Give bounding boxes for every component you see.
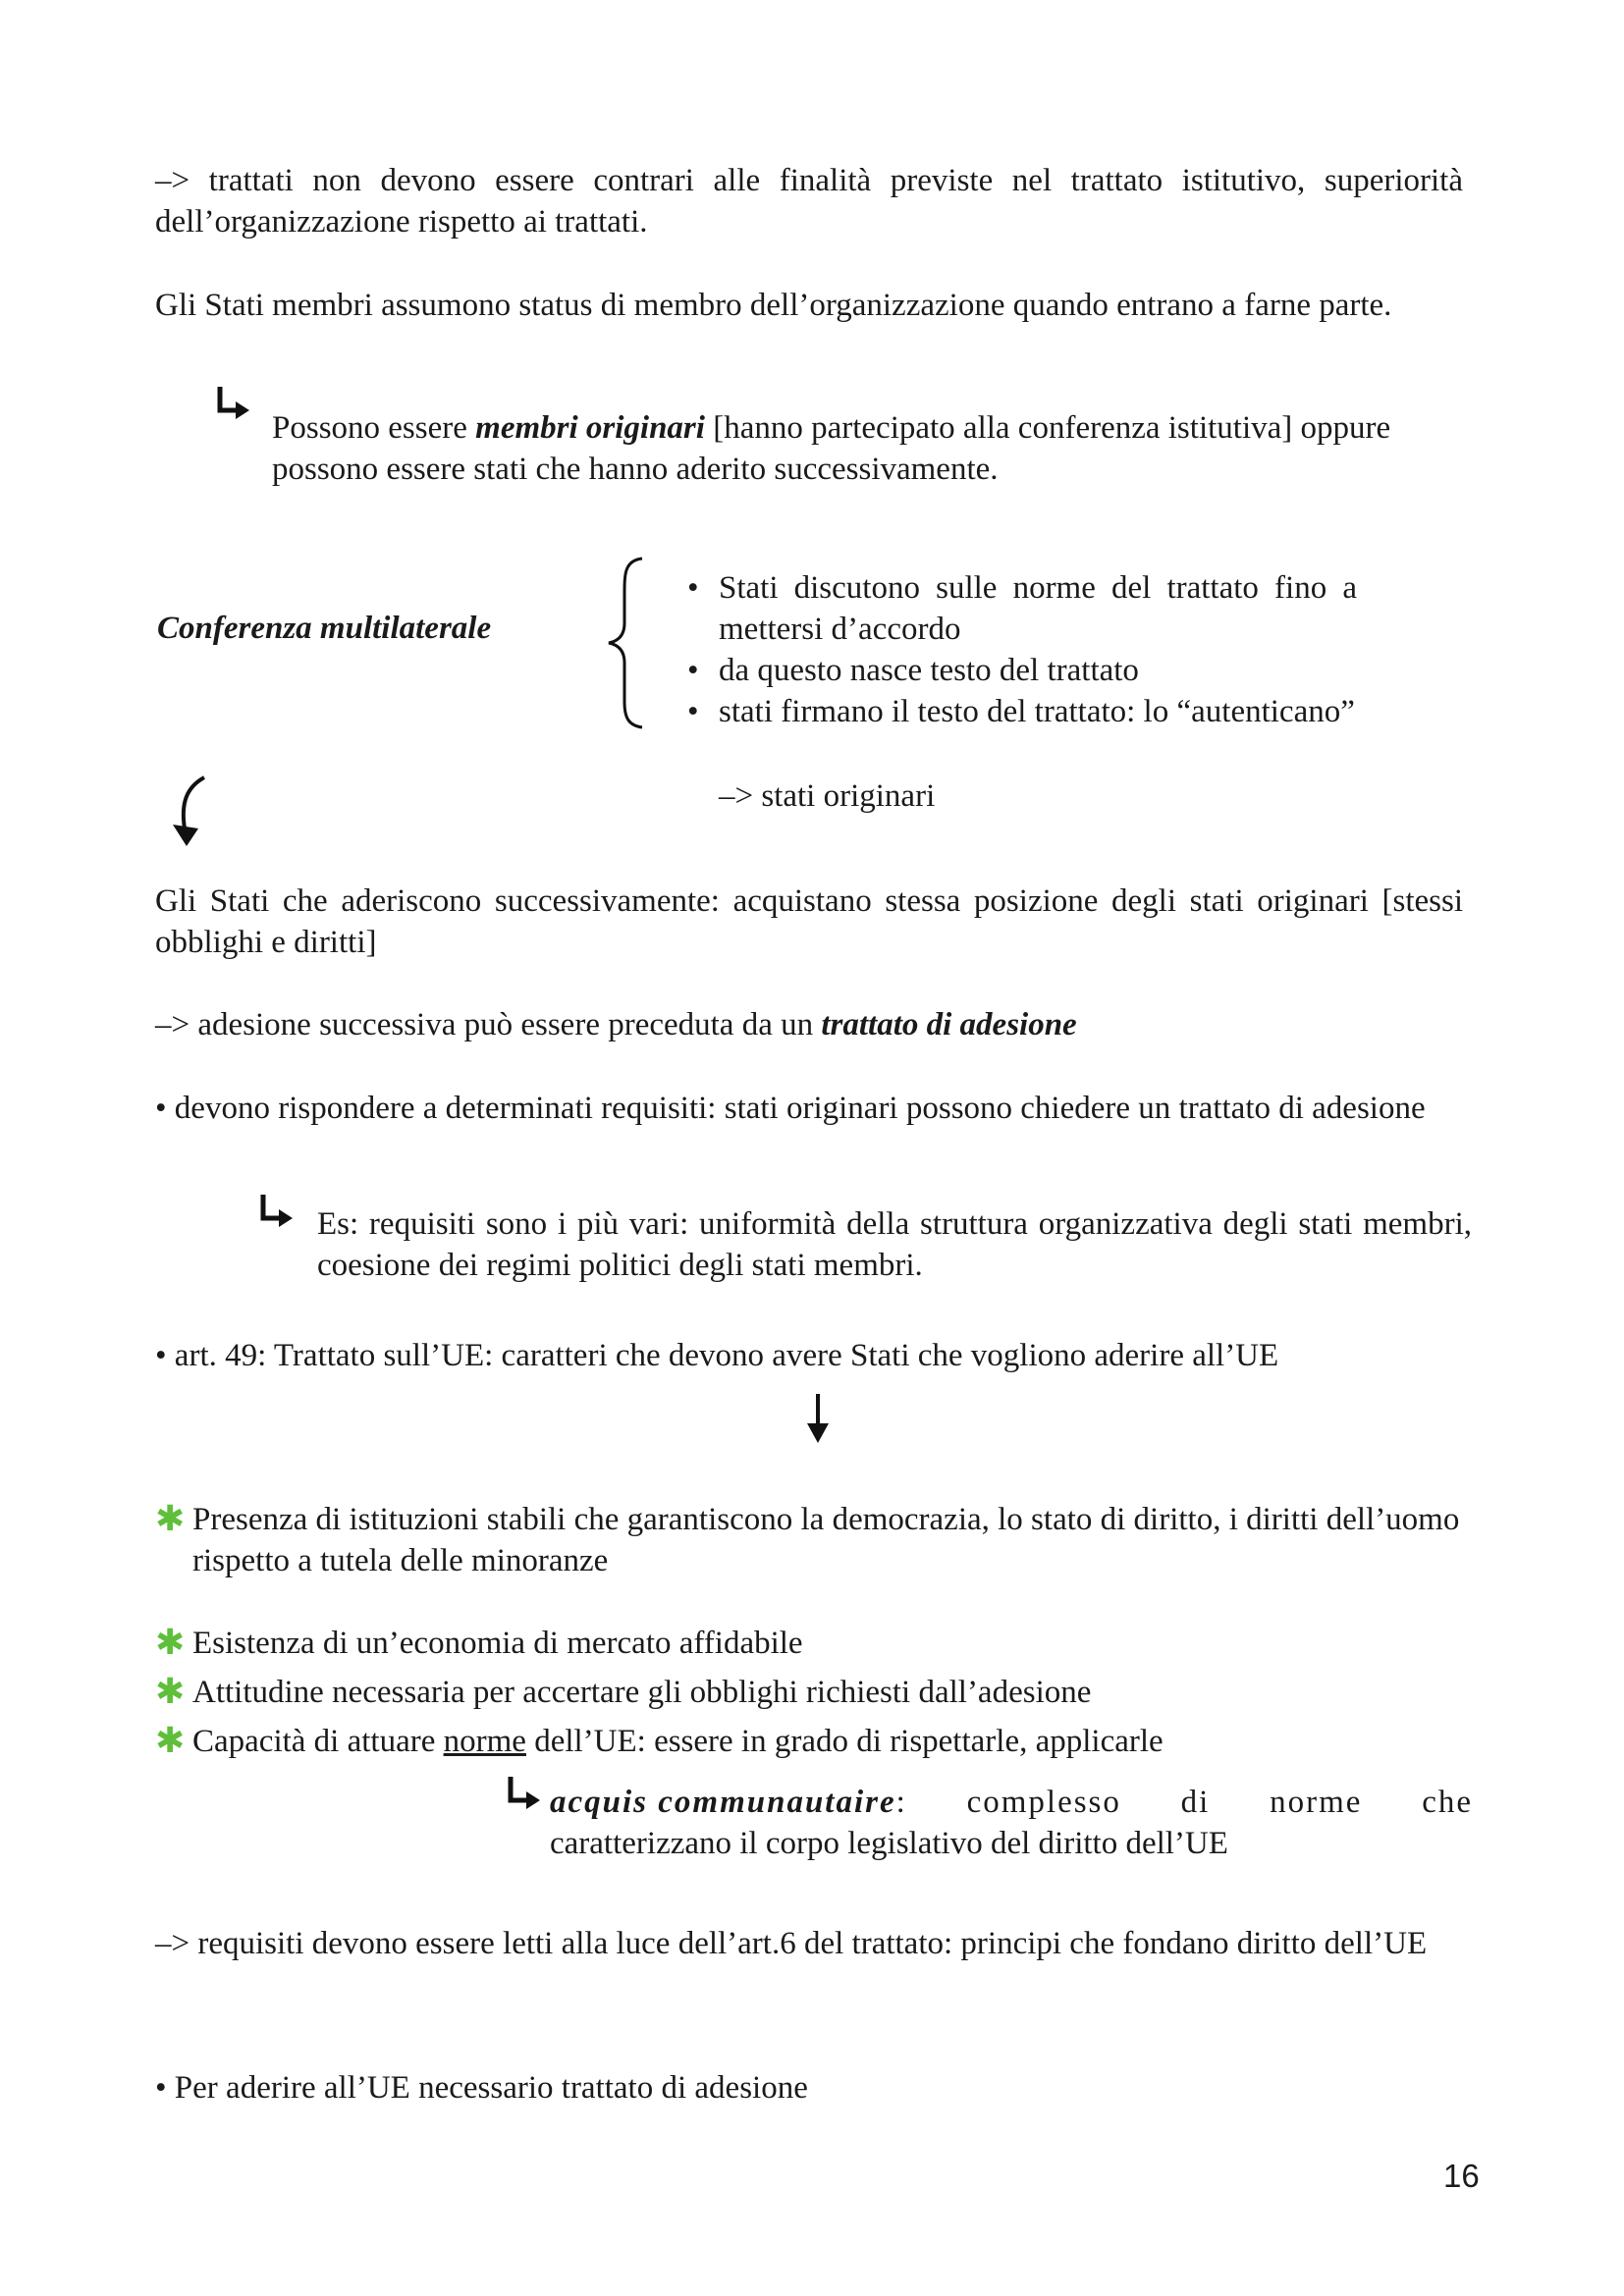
hook-arrow-icon [214,385,253,424]
paragraph-example: Es: requisiti sono i più vari: uniformità della struttura organizzativa degli stati membri, coesione dei regimi politici degli stati membri. [317,1206,1472,1283]
page-number: 16 [1443,2158,1480,2194]
paragraph-art6: –> requisiti devono essere letti alla luce dell’art.6 del trattato: principi che fondano diritto dell’UE [155,1926,1428,1961]
paragraph-accession-treaty [155,1004,1077,1045]
original-members-bold: membri originari [475,410,705,446]
requirement-item: Esistenza di un’economia di mercato affidabile [192,1626,803,1661]
star-icon: ✱ [155,1623,186,1663]
curved-down-arrow-icon [167,774,216,850]
requirement-suffix: dell’UE: essere in grado di rispettarle, applicarle [525,1724,1164,1759]
conference-step: • da questo nasce testo del trattato [685,650,1357,691]
paragraph-original-members [272,407,1489,490]
requirement-item: Attitudine necessaria per accertare gli obblighi richiesti dall’adesione [192,1675,1092,1710]
original-members-prefix: Possono essere [272,410,476,446]
hook-arrow-icon [257,1193,297,1232]
paragraph-treaties-limits: –> trattati non devono essere contrari alle finalità previste nel trattato istitutivo, superiorità dell’organizzazione rispetto ai trattati. [155,163,1463,240]
requirement-prefix: Capacità di attuare [192,1724,444,1759]
paragraph-art49: • art. 49: Trattato sull’UE: caratteri che devono avere Stati che vogliono aderire all’UE [155,1338,1279,1373]
requirement-item [192,1721,1164,1762]
paragraph-member-status: Gli Stati membri assumono status di membro dell’organizzazione quando entrano a farne parte. [155,288,1392,323]
paragraph-accession-needed: • Per aderire all’UE necessario trattato di adesione [155,2070,808,2106]
requirement-underlined: norme [443,1724,526,1759]
accession-treaty-bold: trattato di adesione [821,1007,1077,1042]
curly-brace-icon [603,555,652,731]
star-icon: ✱ [155,1499,186,1539]
paragraph-requirements: • devono rispondere a determinati requisiti: stati originari possono chiedere un trattato di adesione [155,1091,1426,1126]
acquis-definition: : complesso di norme che [895,1785,1473,1820]
requirement-text: Presenza di istituzioni stabili che garantiscono la democrazia, lo stato di diritto, i diritti dell’uomo rispetto a tutela delle minoranze [192,1502,1460,1578]
conference-step: • stati firmano il testo del trattato: lo “autenticano” [685,691,1357,732]
conference-label: Conferenza multilaterale [157,611,492,646]
hook-arrow-icon [505,1775,544,1814]
acquis-line-1 [550,1782,1473,1823]
down-arrow-icon [803,1392,833,1445]
paragraph-later-members: Gli Stati che aderiscono successivamente: acquistano stessa posizione degli stati originari [stessi obblighi e diritti] [155,883,1463,960]
conference-step: • Stati discutono sulle norme del trattato fino a mettersi d’accordo [685,567,1357,650]
accession-prefix: –> adesione successiva può essere preceduta da un [155,1007,822,1042]
conference-note: –> stati originari [719,778,936,814]
conference-steps-list [685,567,1357,732]
acquis-line-2: caratterizzano il corpo legislativo del diritto dell’UE [550,1826,1228,1861]
acquis-bold: acquis communautaire [550,1785,896,1820]
star-icon: ✱ [155,1672,186,1712]
star-icon: ✱ [155,1721,186,1761]
original-members-suffix: [hanno partecipato alla conferenza istitutiva] oppure possono essere stati che hanno aderito successivamente. [272,410,1391,487]
requirement-item [192,1499,1469,1581]
